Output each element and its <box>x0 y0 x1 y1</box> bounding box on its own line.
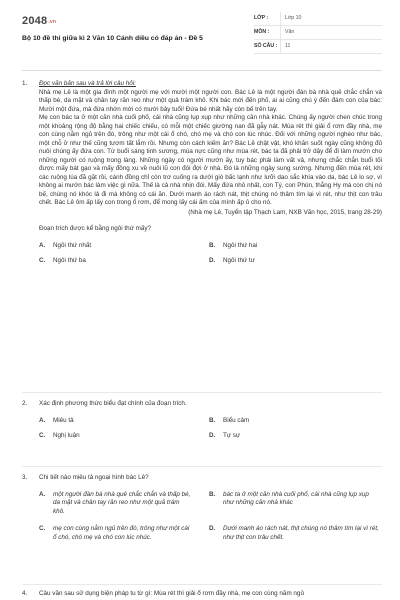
option-text: Miêu tả <box>53 416 74 424</box>
option-label: B. <box>209 490 216 498</box>
meta-key: LỚP : <box>254 14 269 21</box>
question-text: Chi tiết nào miêu tả ngoại hình bác Lê? <box>39 474 149 481</box>
option-label: C. <box>39 432 46 439</box>
option-label: B. <box>209 241 216 249</box>
question-body <box>39 80 382 266</box>
answer-option[interactable] <box>209 525 379 542</box>
question-3 <box>22 474 382 580</box>
answer-option[interactable] <box>209 417 379 426</box>
option-label: D. <box>209 432 216 439</box>
question-number: 2. <box>22 400 28 407</box>
passage-source: (Nhà mẹ Lê, Tuyển tập Thạch Lam, NXB Văn học, 2015, trang 28-29) <box>188 208 382 216</box>
option-label: A. <box>39 416 46 424</box>
meta-value: 11 <box>280 40 290 53</box>
question-number: 4. <box>22 590 28 597</box>
question-1 <box>22 80 382 384</box>
meta-key: SỐ CÂU : <box>254 42 278 49</box>
question-4 <box>22 590 382 600</box>
passage-paragraph: Nhà mẹ Lê là một gia đình một người mẹ với mười một người con. Bác Lê là một người đàn bà nhà quê chắc chắn và thấp bé, da mặt và chân tay răn reo như một quả trám khô. Khi bác mới đến phố, ai ai cũng chú ý đến đám con của bác: Mười một đứa, mà đứa nhớn mới có mười bảy tuổi! Đứa bé nhất hãy còn bế trên tay. <box>39 88 382 113</box>
option-text: Biểu cảm <box>223 416 250 424</box>
question-body <box>39 400 382 441</box>
option-text: Tự sự <box>223 432 241 439</box>
question-text: Câu văn sau sử dụng biện pháp tu từ gì: Mùa rét thì giải ổ rơm đầy nhà, mẹ con cùng nằm ngủ <box>39 590 304 597</box>
option-label: A. <box>39 490 46 498</box>
answer-option[interactable] <box>39 417 209 426</box>
question-2 <box>22 400 382 460</box>
meta-value: Lớp 10 <box>280 12 301 25</box>
header-divider <box>22 70 382 71</box>
option-text: mẹ con cùng nằm ngủ trên đó, trông như một cái ổ chó, chó mẹ và chó con lúc nhúc. <box>53 525 190 541</box>
question-number: 3. <box>22 474 28 481</box>
answer-option[interactable] <box>39 525 209 542</box>
question-body <box>39 474 382 542</box>
question-number: 1. <box>22 80 28 87</box>
logo-text: 2048 <box>22 15 48 27</box>
answer-options <box>39 417 382 441</box>
page-title: Bộ 10 đề thi giữa kì 2 Văn 10 Cánh diều có đáp án - Đề 5 <box>22 35 203 42</box>
question-divider <box>22 466 382 467</box>
site-logo[interactable] <box>22 14 56 29</box>
meta-value: Văn <box>280 26 294 39</box>
option-text: Ngôi thứ ba <box>53 257 86 264</box>
option-text: một người đàn bà nhà quê chắc chắn và thấp bé, da mặt và chân tay răn reo như một quả trám khô. <box>53 490 191 515</box>
option-text: Dưới manh áo rách nát, thịt chúng nó thâm tím lại vì rét, như thịt con trâu chết. <box>223 525 379 541</box>
question-instruction: Đọc văn bản sau và trả lời câu hỏi: <box>39 80 136 87</box>
answer-options <box>39 242 382 266</box>
meta-row-count <box>254 40 382 54</box>
logo-domain: .vn <box>48 19 57 25</box>
answer-option[interactable] <box>39 491 209 517</box>
answer-option[interactable] <box>39 242 209 251</box>
option-text: Nghị luận <box>53 432 80 439</box>
question-divider <box>22 392 382 393</box>
answer-option[interactable] <box>209 257 379 266</box>
question-text: Đoạn trích được kể bằng ngôi thứ mấy? <box>39 225 151 232</box>
option-text: bác ta ở một căn nhà cuối phố, cái nhà cũng lụp xụp như những căn nhà khác <box>223 490 369 506</box>
option-label: A. <box>39 241 46 249</box>
passage-paragraph: Mẹ con bác ta ở một căn nhà cuối phố, cái nhà cũng lụp xụp như những căn nhà khác. Chúng ấy người chen chúc trong một khoảng rộng độ bằng hai chiếc chiếu, có mỗi một chiếc giường nan đã gẫy nát. Mùa rét thì giải ổ rơm đầy nhà, mẹ con cùng nằm ngủ trên đó, trông như một cái ổ chó, chó mẹ và chó con lúc nhúc. Đối với những người nghèo như bác, một chỗ ở như thế cũng tươm tất lắm rồi. Nhưng còn cách kiếm ăn? Bác Lê chật vật, khó khăn suốt ngày cũng không đủ nuôi chúng ấy đứa con. Từ buổi sáng tinh sương, mùa nực cũng như mùa rét, bác ta đã phải trở dậy để đi làm mướn cho những người có ruộng trong làng. Những ngày có người mướn ấy, tuy bác phải làm vất vả, nhưng chắc chắn buổi tối được mấy bát gạo và mấy đồng xu về nuôi lũ con đói đợi ở nhà. Đó là những ngày sung sướng. Nhưng đến mùa rét, khi các ruộng lúa đã gặt rồi, cánh đồng chỉ còn trơ cuống rạ dưới gió bấc lạnh như lưỡi dao sắc khía vào da, bác Lê lo sợ, vì không ai mướn bác làm việc gì nữa. Thế là cả nhà nhịn đói. Mấy đứa nhỏ nhất, con Tý, con Phún, thằng Hy mà con chị nó bế, chúng nó khóc lả đi mà không có cái ăn. Dưới manh áo rách nát, thịt chúng nó thâm tím lại vì rét, như thịt con trâu chết. Bác Lê ôm ấp lấy con trong ổ rơm, để mong lấy cái ấm của mình ấp ủ cho nó. <box>39 114 382 206</box>
page-header <box>22 12 382 64</box>
answer-option[interactable] <box>39 257 209 266</box>
answer-option[interactable] <box>209 432 379 441</box>
option-label: D. <box>209 525 216 532</box>
option-label: D. <box>209 257 216 264</box>
option-label: B. <box>209 416 216 424</box>
option-label: C. <box>39 257 46 264</box>
answer-option[interactable] <box>209 491 379 517</box>
meta-row-subject <box>254 26 382 40</box>
option-text: Ngôi thứ hai <box>223 241 258 249</box>
question-text: Xác định phương thức biểu đạt chính của đoạn trích. <box>39 400 187 407</box>
meta-key: MÔN : <box>254 28 270 35</box>
meta-table <box>254 12 382 54</box>
answer-option[interactable] <box>39 432 209 441</box>
meta-row-grade <box>254 12 382 26</box>
option-label: C. <box>39 525 46 532</box>
answer-options <box>39 491 382 543</box>
answer-option[interactable] <box>209 242 379 251</box>
option-text: Ngôi thứ tư <box>223 257 255 264</box>
option-text: Ngôi thứ nhất <box>53 241 92 249</box>
question-divider <box>22 584 382 585</box>
